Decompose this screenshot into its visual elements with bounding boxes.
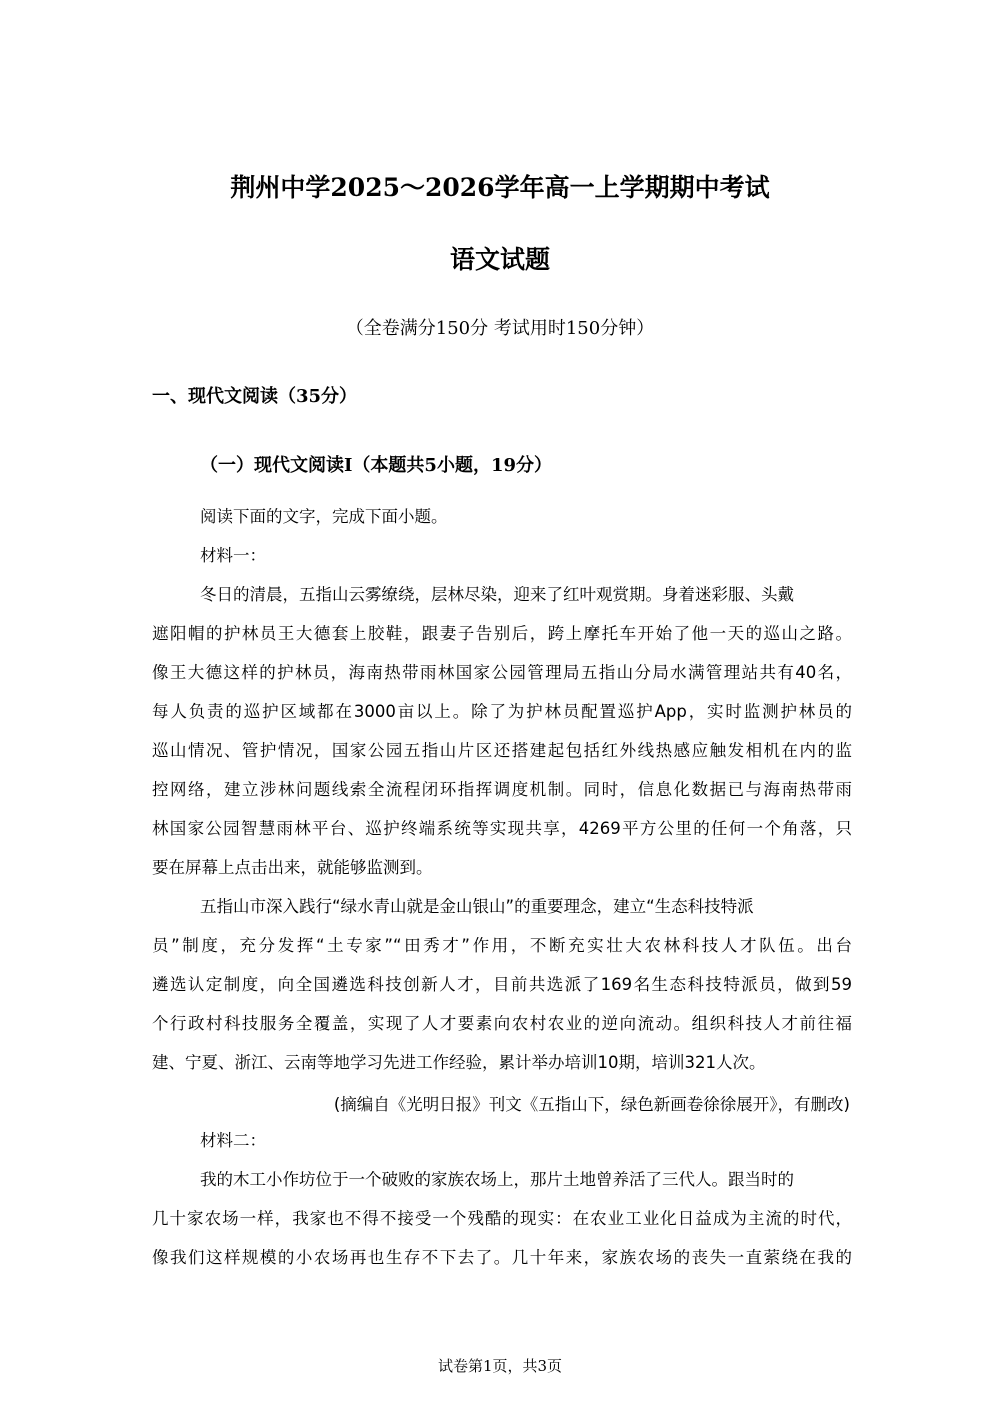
exam-note: （全卷满分150分 考试用时150分钟） bbox=[345, 318, 655, 339]
subject-title: 语文试题 bbox=[449, 245, 550, 274]
paragraph-line: 建、宁夏、浙江、云南等地学习先进工作经验，累计举办培训10期，培训321人次。 bbox=[152, 1053, 766, 1072]
section-heading: 一、现代文阅读（35分） bbox=[152, 386, 358, 407]
subsection-heading: （一）现代文阅读Ⅰ（本题共5小题，19分） bbox=[200, 455, 552, 476]
paragraph-line: 我的木工小作坊位于一个破败的家族农场上，那片土地曾养活了三代人。跟当时的 bbox=[200, 1170, 794, 1189]
paragraph-line: 冬日的清晨，五指山云雾缭绕，层林尽染，迎来了红叶观赏期。身着迷彩服、头戴 bbox=[200, 585, 794, 604]
paragraph-line: 五指山市深入践行“绿水青山就是金山银山”的重要理念，建立“生态科技特派 bbox=[200, 897, 754, 916]
paragraph-line: 员”制度，充分发挥“土专家”“田秀才”作用，不断充实壮大农林科技人才队伍。出台 bbox=[152, 936, 852, 955]
instruction-text: 阅读下面的文字，完成下面小题。 bbox=[200, 507, 448, 526]
material1-source: (摘编自《光明日报》刊文《五指山下，绿色新画卷徐徐展开》，有删改) bbox=[333, 1095, 850, 1114]
paragraph-line: 像我们这样规模的小农场再也生存不下去了。几十年来，家族农场的丧失一直萦绕在我的 bbox=[152, 1248, 852, 1267]
paragraph-line: 遴选认定制度，向全国遴选科技创新人才，目前共选派了169名生态科技特派员，做到59 bbox=[152, 975, 852, 994]
paragraph-line: 几十家农场一样，我家也不得不接受一个残酷的现实：在农业工业化日益成为主流的时代， bbox=[152, 1209, 852, 1228]
exam-title: 荆州中学2025～2026学年高一上学期期中考试 bbox=[230, 173, 770, 202]
material1-label: 材料一： bbox=[200, 546, 266, 565]
paragraph-line: 林国家公园智慧雨林平台、巡护终端系统等实现共享，4269平方公里的任何一个角落，只 bbox=[152, 819, 852, 838]
paragraph-line: 巡山情况、管护情况，国家公园五指山片区还搭建起包括红外线热感应触发相机在内的监 bbox=[152, 741, 852, 760]
paragraph-line: 控网络，建立涉林问题线索全流程闭环指挥调度机制。同时，信息化数据已与海南热带雨 bbox=[152, 780, 852, 799]
paragraph-line: 要在屏幕上点击出来，就能够监测到。 bbox=[152, 858, 433, 877]
paragraph-line: 像王大德这样的护林员，海南热带雨林国家公园管理局五指山分局水满管理站共有40名， bbox=[152, 663, 852, 682]
paragraph-line: 个行政村科技服务全覆盖，实现了人才要素向农村农业的逆向流动。组织科技人才前往福 bbox=[152, 1014, 852, 1033]
material2-label: 材料二： bbox=[200, 1131, 266, 1150]
page-footer: 试卷第1页，共3页 bbox=[437, 1357, 563, 1375]
paragraph-line: 每人负责的巡护区域都在3000亩以上。除了为护林员配置巡护App，实时监测护林员的 bbox=[152, 702, 852, 721]
paragraph-line: 遮阳帽的护林员王大德套上胶鞋，跟妻子告别后，跨上摩托车开始了他一天的巡山之路。 bbox=[152, 624, 852, 643]
